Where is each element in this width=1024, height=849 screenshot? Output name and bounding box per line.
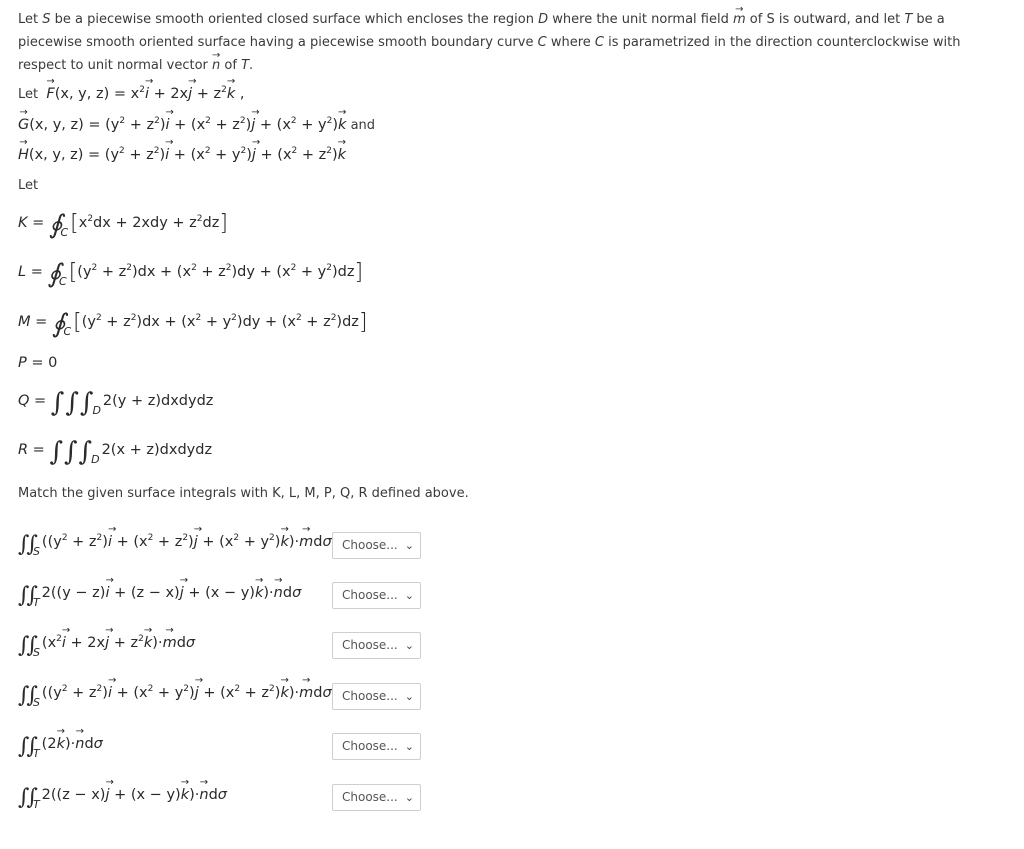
chevron-down-icon: ⌄: [404, 690, 414, 703]
def-K: $K = ∮_C[x^2dx + 2xdy + z^2dz]$: [18, 210, 228, 240]
chevron-down-icon: ⌄: [404, 639, 414, 652]
def-Q: $Q = \int\int\int_D2(y$ + z)dxdydz: [18, 388, 214, 418]
def-P: P = 0: [18, 355, 58, 371]
def-L: $L = ∮_C[(y^2 + z^2)dx + (x^2 + z^2)dy + (x^2 + y^2)dz]$: [18, 259, 364, 289]
let-label-2: Let: [18, 178, 39, 193]
integral-row-2: $\int\int_T2((y - z)\to i + (z - x)\to j + (x - y)\to k)\cdot\to nd\sigma$: [18, 583, 301, 608]
chevron-down-icon: ⌄: [404, 791, 414, 804]
field-H: → H(x, y, $z) = (y^2 + z^2)\to i + (x^2 + y^2)\to j + (x^2 + z^2)\to k$: [18, 146, 346, 163]
intro-paragraph: Let S be a piecewise smooth oriented closed surface which encloses the region D where the unit normal field → m of S is outward, and let T be a piecewise smooth oriented surface having a piecewise smooth boundary curve C where C is parametrized in the direction counterclockwise with respect to unit normal vector → n of T.: [18, 8, 1008, 77]
and-label: and: [350, 117, 376, 133]
chevron-down-icon: ⌄: [404, 589, 414, 602]
field-G: → G(x, y, $z) = (y^2 + z^2)\to i + (x^2 + z^2)\to j + (x^2 + y^2)\to k$ and: [18, 116, 375, 133]
integral-row-6: $\int\int_T2((z - x)\to j + (x - y)\to k)\cdot\to nd\sigma$: [18, 785, 227, 810]
choose-select-1[interactable]: Choose... ⌄: [332, 532, 421, 559]
choose-select-6[interactable]: Choose... ⌄: [332, 784, 421, 811]
chevron-down-icon: ⌄: [404, 740, 414, 753]
match-prompt: Match the given surface integrals with K, L, M, P, Q, R defined above.: [18, 486, 469, 501]
def-R: $R = \int\int\int_D2(x$ + z)dxdydz: [18, 437, 213, 467]
let-label: Let: [18, 86, 39, 102]
choose-select-2[interactable]: Choose... ⌄: [332, 582, 421, 609]
choose-select-5[interactable]: Choose... ⌄: [332, 733, 421, 760]
integral-row-1: $\int\int_S((y^2 + z^2)\to i + (x^2 + z^2)\to j + (x^2 + y^2)\to k)\cdot\to md\sigma$: [18, 532, 332, 557]
integral-row-3: $\int\int_S(x^2\to i + 2x\to j + z^2\to k)\cdot\to md\sigma$: [18, 633, 195, 658]
choose-select-4[interactable]: Choose... ⌄: [332, 683, 421, 710]
integral-row-4: $\int\int_S((y^2 + z^2)\to i + (x^2 + y^2)\to j + (x^2 + z^2)\to k)\cdot\to md\sigma$: [18, 683, 332, 708]
integral-row-5: $\int\int_T(2\to k)\cdot\to nd\sigma$: [18, 734, 103, 759]
chevron-down-icon: ⌄: [404, 539, 414, 552]
def-M: $M = ∮_C[(y^2 + z^2)dx + (x^2 + y^2)dy + (x^2 + z^2)dz]$: [18, 309, 368, 339]
choose-select-3[interactable]: Choose... ⌄: [332, 632, 421, 659]
field-F: Let → F(x, y, $z) = x^2\to i + 2x\to j + z^2\to k$ ,: [18, 85, 245, 102]
